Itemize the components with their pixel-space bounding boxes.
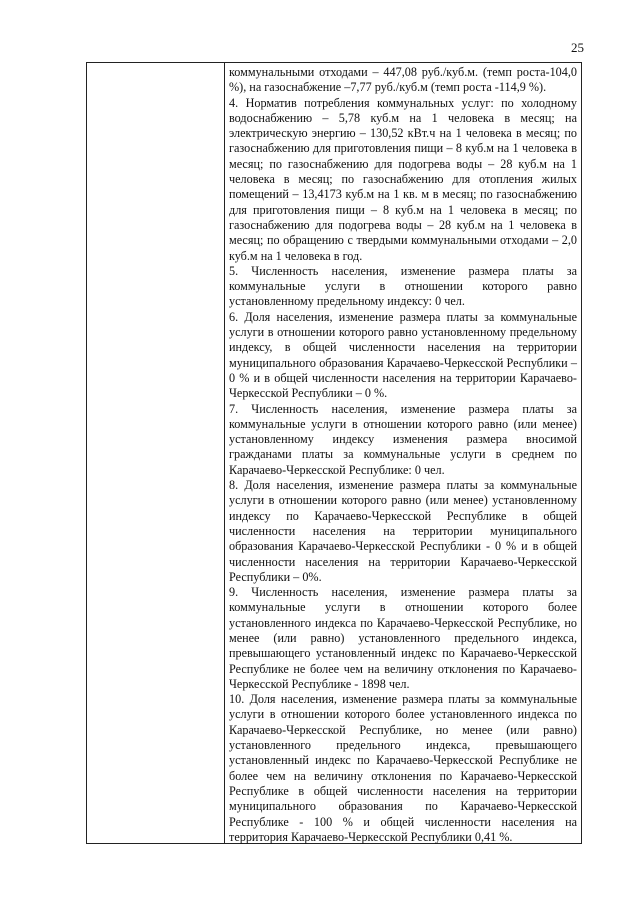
document-table <box>86 62 582 844</box>
paragraph-item-8: 8. Доля населения, изменение размера платы за коммунальные услуги в отношении которого равно (или менее) установленному индексу по Карачаево-Черкесской Республике в общей численности населения на территории муниципального образования Карачаево-Черкесской Республики - 0 % и в общей численности населения на территории Карачаево-Черкесской Республики – 0%. <box>229 478 577 584</box>
paragraph-item-9: 9. Численность населения, изменение размера платы за коммунальные услуги в отношении которого более установленного индекса по Карачаево-Черкесской Республике, но менее (или равно) установленного предельного индекса, превышающего установленный индекс по Карачаево-Черкесской Республике не более чем на величину отклонения по Карачаево-Черкесской Республике - 1898 чел. <box>229 585 577 691</box>
paragraph-item-10: 10. Доля населения, изменение размера платы за коммунальные услуги в отношении которого более установленного индекса по Карачаево-Черкесской Республике, но менее (или равно) установленного предельного индекса, превышающего установленный индекс по Карачаево-Черкесской Республике не более чем на величину отклонения по Карачаево-Черкесской Республике в общей численности населения на территории муниципального образования по Карачаево-Черкесской Республике - 100 % и общей численности населения на территория Карачаево-Черкесской Республики 0,41 %. <box>229 692 577 844</box>
table-cell-text <box>229 65 577 845</box>
paragraph-item-4: 4. Норматив потребления коммунальных услуг: по холодному водоснабжению – 5,78 куб.м на 1 человека в месяц; на электрическую энергию – 130,52 кВт.ч на 1 человека в месяц; по газоснабжению для приготовления пищи – 8 куб.м на 1 человека в месяц; по газоснабжению для подогрева воды – 28 куб.м на 1 человека в месяц; по газоснабжению для отопления жилых помещений – 13,4173 куб.м на 1 кв. м в месяц; по газоснабжению для приготовления пищи – 8 куб.м на 1 человека в месяц; по газоснабжению для подогрева воды – 28 куб.м на 1 человека в месяц; по обращению с твердыми коммунальными отходами – 2,0 куб.м на 1 человека в год. <box>229 95 577 263</box>
paragraph-item-5: 5. Численность населения, изменение размера платы за коммунальные услуги в отношении которого равно установленному предельному индексу: 0 чел. <box>229 263 577 309</box>
page-number: 25 <box>571 40 584 55</box>
paragraph-continuation: коммунальными отходами – 447,08 руб./куб.м. (темп роста-104,0 %), на газоснабжение –7,77 руб./куб.м (темп роста -114,9 %). <box>229 65 577 95</box>
paragraph-item-6: 6. Доля населения, изменение размера платы за коммунальные услуги в отношении которого равно установленному предельному индексу, в общей численности населения на территории муниципального образования Карачаево-Черкесской Республики –0 % и в общей численности населения на территории Карачаево-Черкесской Республики – 0 %. <box>229 309 577 401</box>
column-divider <box>224 63 225 843</box>
paragraph-item-7: 7. Численность населения, изменение размера платы за коммунальные услуги в отношении которого равно (или менее) установленному индексу изменения размера вносимой гражданами платы за коммунальные услуги в среднем по Карачаево-Черкесской Республике: 0 чел. <box>229 401 577 477</box>
